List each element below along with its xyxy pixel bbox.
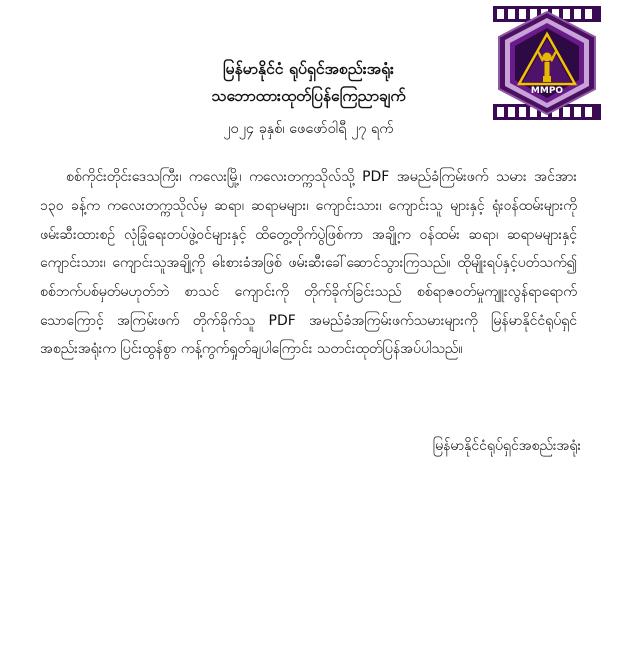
page-title-line-2: သဘောထားထုတ်ပြန်ကြေညာချက် [211, 87, 406, 106]
mmpo-logo [487, 4, 607, 122]
document-body [40, 163, 577, 364]
svg-text:MMPO: MMPO [530, 86, 564, 96]
body-paragraph: စစ်ကိုင်းတိုင်းဒေသကြီး၊ ကလေးမြို့၊ ကလေးတက္ကသိုလ်သို့ PDF အမည်ခံကြမ်းဖက် သမား အင်အား ၁၃၀ ခန့်က ကလေးတက္ကသိုလ်မှ ဆရာ၊ ဆရာမများ၊ ကျောင်းသား၊ ကျောင်းသူ များနှင့် ရုံးဝန်ထမ်းများကို ဖမ်းဆီးထားစဉ် လုံခြုံရေးတပ်ဖွဲ့ဝင်များနှင့် ထိတွေ့တိုက်ပွဲဖြစ်ကာ အချို့က ဝန်ထမ်း ဆရာ၊ ဆရာမများနှင့် ကျောင်းသား၊ ကျောင်းသူအချို့ကို ဓါးစားခံအဖြစ် ဖမ်းဆီးခေါ်ဆောင်သွားကြသည်။ ထိုမျိုးရပ်နှင့်ပတ်သက်၍ စစ်ဘက်ပစ်မှတ်မဟုတ်ဘဲ စာသင် ကျောင်းကို တိုက်ခိုက်ခြင်းသည် စစ်ရာဇဝတ်မှုကျူးလွန်ရာရောက်သောကြောင့် အကြမ်းဖက် တိုက်ခိုက်သူ PDF အမည်ခံအကြမ်းဖက်သမားများကို မြန်မာနိုင်ငံရုပ်ရှင်အစည်းအရုံးက ပြင်းထွန်စွာ ကန့်ကွက်ရှုတ်ချပါကြောင်း သတင်းထုတ်ပြန်အပ်ပါသည်။ [40, 169, 577, 358]
document-signature: မြန်မာနိုင်ငံရုပ်ရှင်အစည်းအရုံး [432, 438, 581, 455]
page-title-line-1: မြန်မာနိုင်ငံ ရုပ်ရှင်အစည်းအရုံး [222, 60, 395, 78]
document-date: ၂၀၂၄ ခုနှစ်၊ ဖေဖော်ဝါရီ ၂၇ ရက် [223, 121, 394, 138]
